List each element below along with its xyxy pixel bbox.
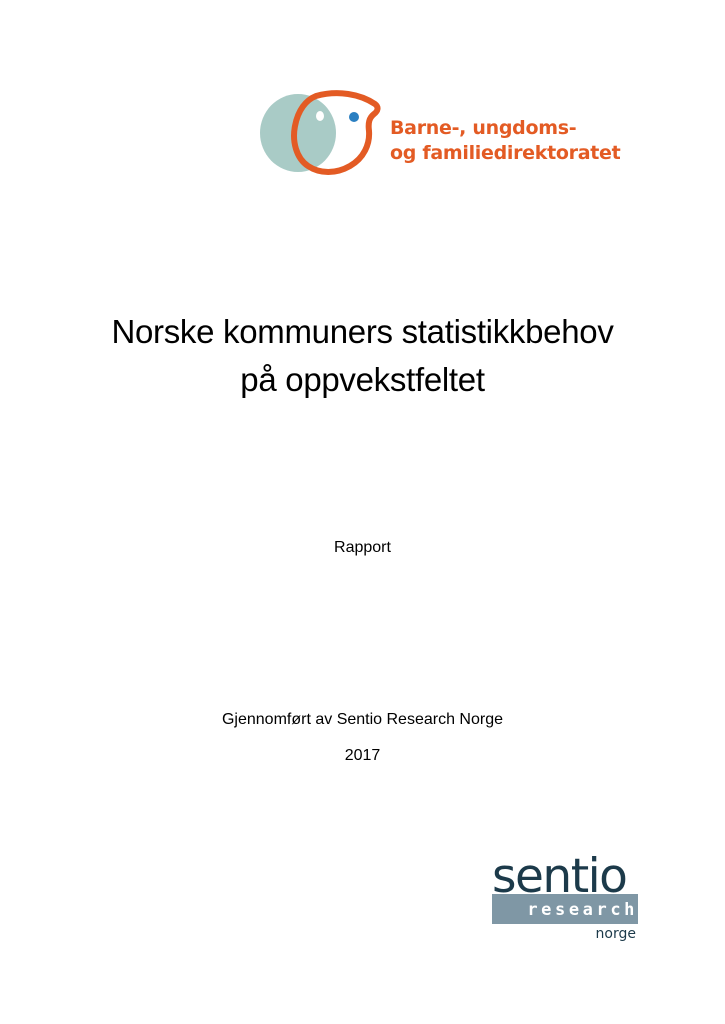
bufdir-wordmark-line1: Barne-, ungdoms-	[390, 117, 577, 139]
sentio-wordmark: sentio	[492, 849, 627, 904]
sentio-research-label: research	[527, 900, 638, 920]
document-year: 2017	[344, 747, 381, 764]
bufdir-wordmark-line2: og familiedirektoratet	[390, 142, 621, 164]
document-title-line1: Norske kommuners statistikkbehov	[111, 313, 614, 350]
sentio-logo	[492, 849, 642, 944]
bufdir-logo	[258, 86, 638, 178]
bufdir-wordmark	[390, 116, 620, 166]
document-title	[0, 308, 725, 404]
bufdir-left-eye	[316, 111, 324, 121]
sentio-norge-label: norge	[595, 926, 636, 942]
document-title-line2: på oppvekstfeltet	[240, 361, 485, 398]
document-type: Rapport	[334, 539, 391, 556]
bufdir-face-icon	[258, 86, 388, 178]
conducted-by: Gjennomført av Sentio Research Norge	[221, 711, 503, 728]
bufdir-teal-shape	[260, 94, 336, 172]
bufdir-right-eye	[349, 112, 359, 122]
